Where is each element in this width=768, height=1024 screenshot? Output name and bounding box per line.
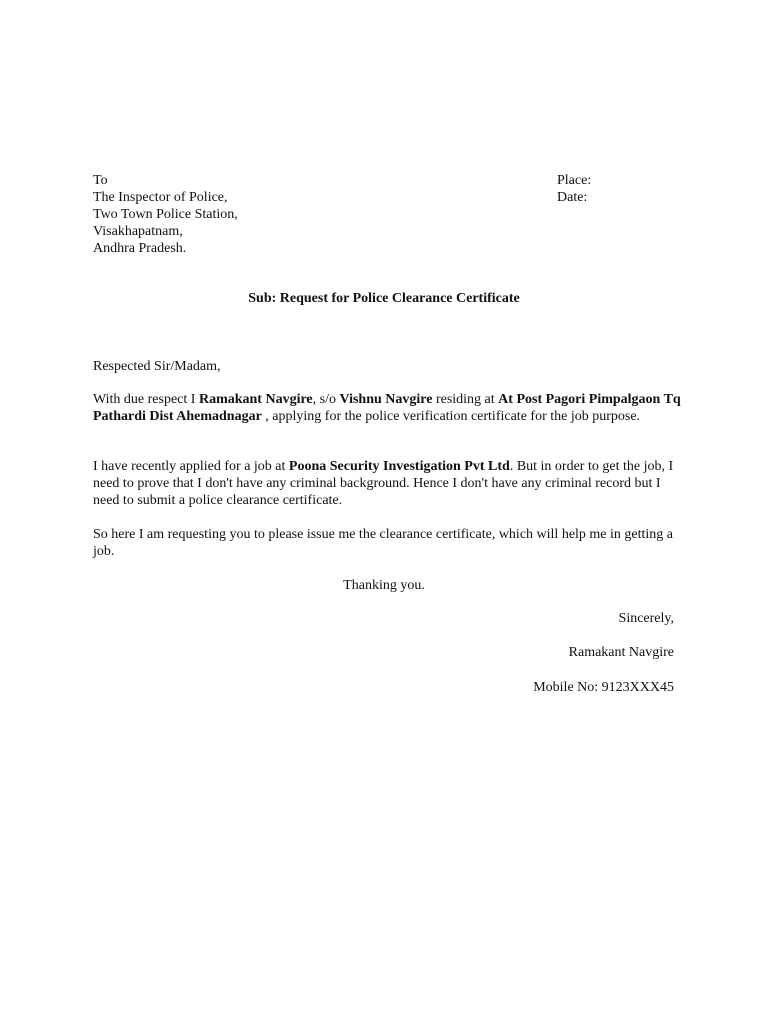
paragraph-job-details xyxy=(93,458,683,509)
para2-text-1: I have recently applied for a job at xyxy=(93,459,289,474)
recipient-line-state: Andhra Pradesh. xyxy=(93,241,187,256)
subject-line: Sub: Request for Police Clearance Certificate xyxy=(248,291,520,306)
recipient-line-to: To xyxy=(93,173,108,188)
para1-text-2: , s/o xyxy=(312,392,340,407)
recipient-line-city: Visakhapatnam, xyxy=(93,224,183,239)
signature-name: Ramakant Navgire xyxy=(568,645,674,660)
company-name: Poona Security Investigation Pvt Ltd xyxy=(288,459,510,474)
place-date-block xyxy=(557,172,707,206)
paragraph-request: So here I am requesting you to please issue me the clearance certificate, which will help me in getting a job. xyxy=(93,527,674,559)
applicant-address: At Post Pagori Pimpalgaon Tq Pathardi Dist Ahemadnagar xyxy=(93,392,681,424)
applicant-name: Ramakant Navgire xyxy=(198,392,313,407)
date-label: Date: xyxy=(557,190,588,205)
recipient-line-station: Two Town Police Station, xyxy=(93,207,238,222)
para1-text-4: , applying for the police verification certificate for the job purpose. xyxy=(261,409,641,424)
salutation: Respected Sir/Madam, xyxy=(93,359,221,374)
paragraph-introduction xyxy=(93,391,683,425)
para2-text-2: . But in order to get the job, I need to prove that I don't have any criminal background. Hence I don't have any criminal record but I need to submit a police clearance certificate. xyxy=(93,459,674,508)
recipient-line-title: The Inspector of Police, xyxy=(93,190,228,205)
para1-text-3: residing at xyxy=(432,392,499,407)
thanking-line: Thanking you. xyxy=(343,578,425,593)
recipient-address xyxy=(93,172,413,257)
place-label: Place: xyxy=(557,173,592,188)
sign-off: Sincerely, xyxy=(618,611,674,626)
mobile-number: Mobile No: 9123XXX45 xyxy=(533,680,674,695)
father-name: Vishnu Navgire xyxy=(339,392,433,407)
para1-text-1: With due respect I xyxy=(93,392,199,407)
